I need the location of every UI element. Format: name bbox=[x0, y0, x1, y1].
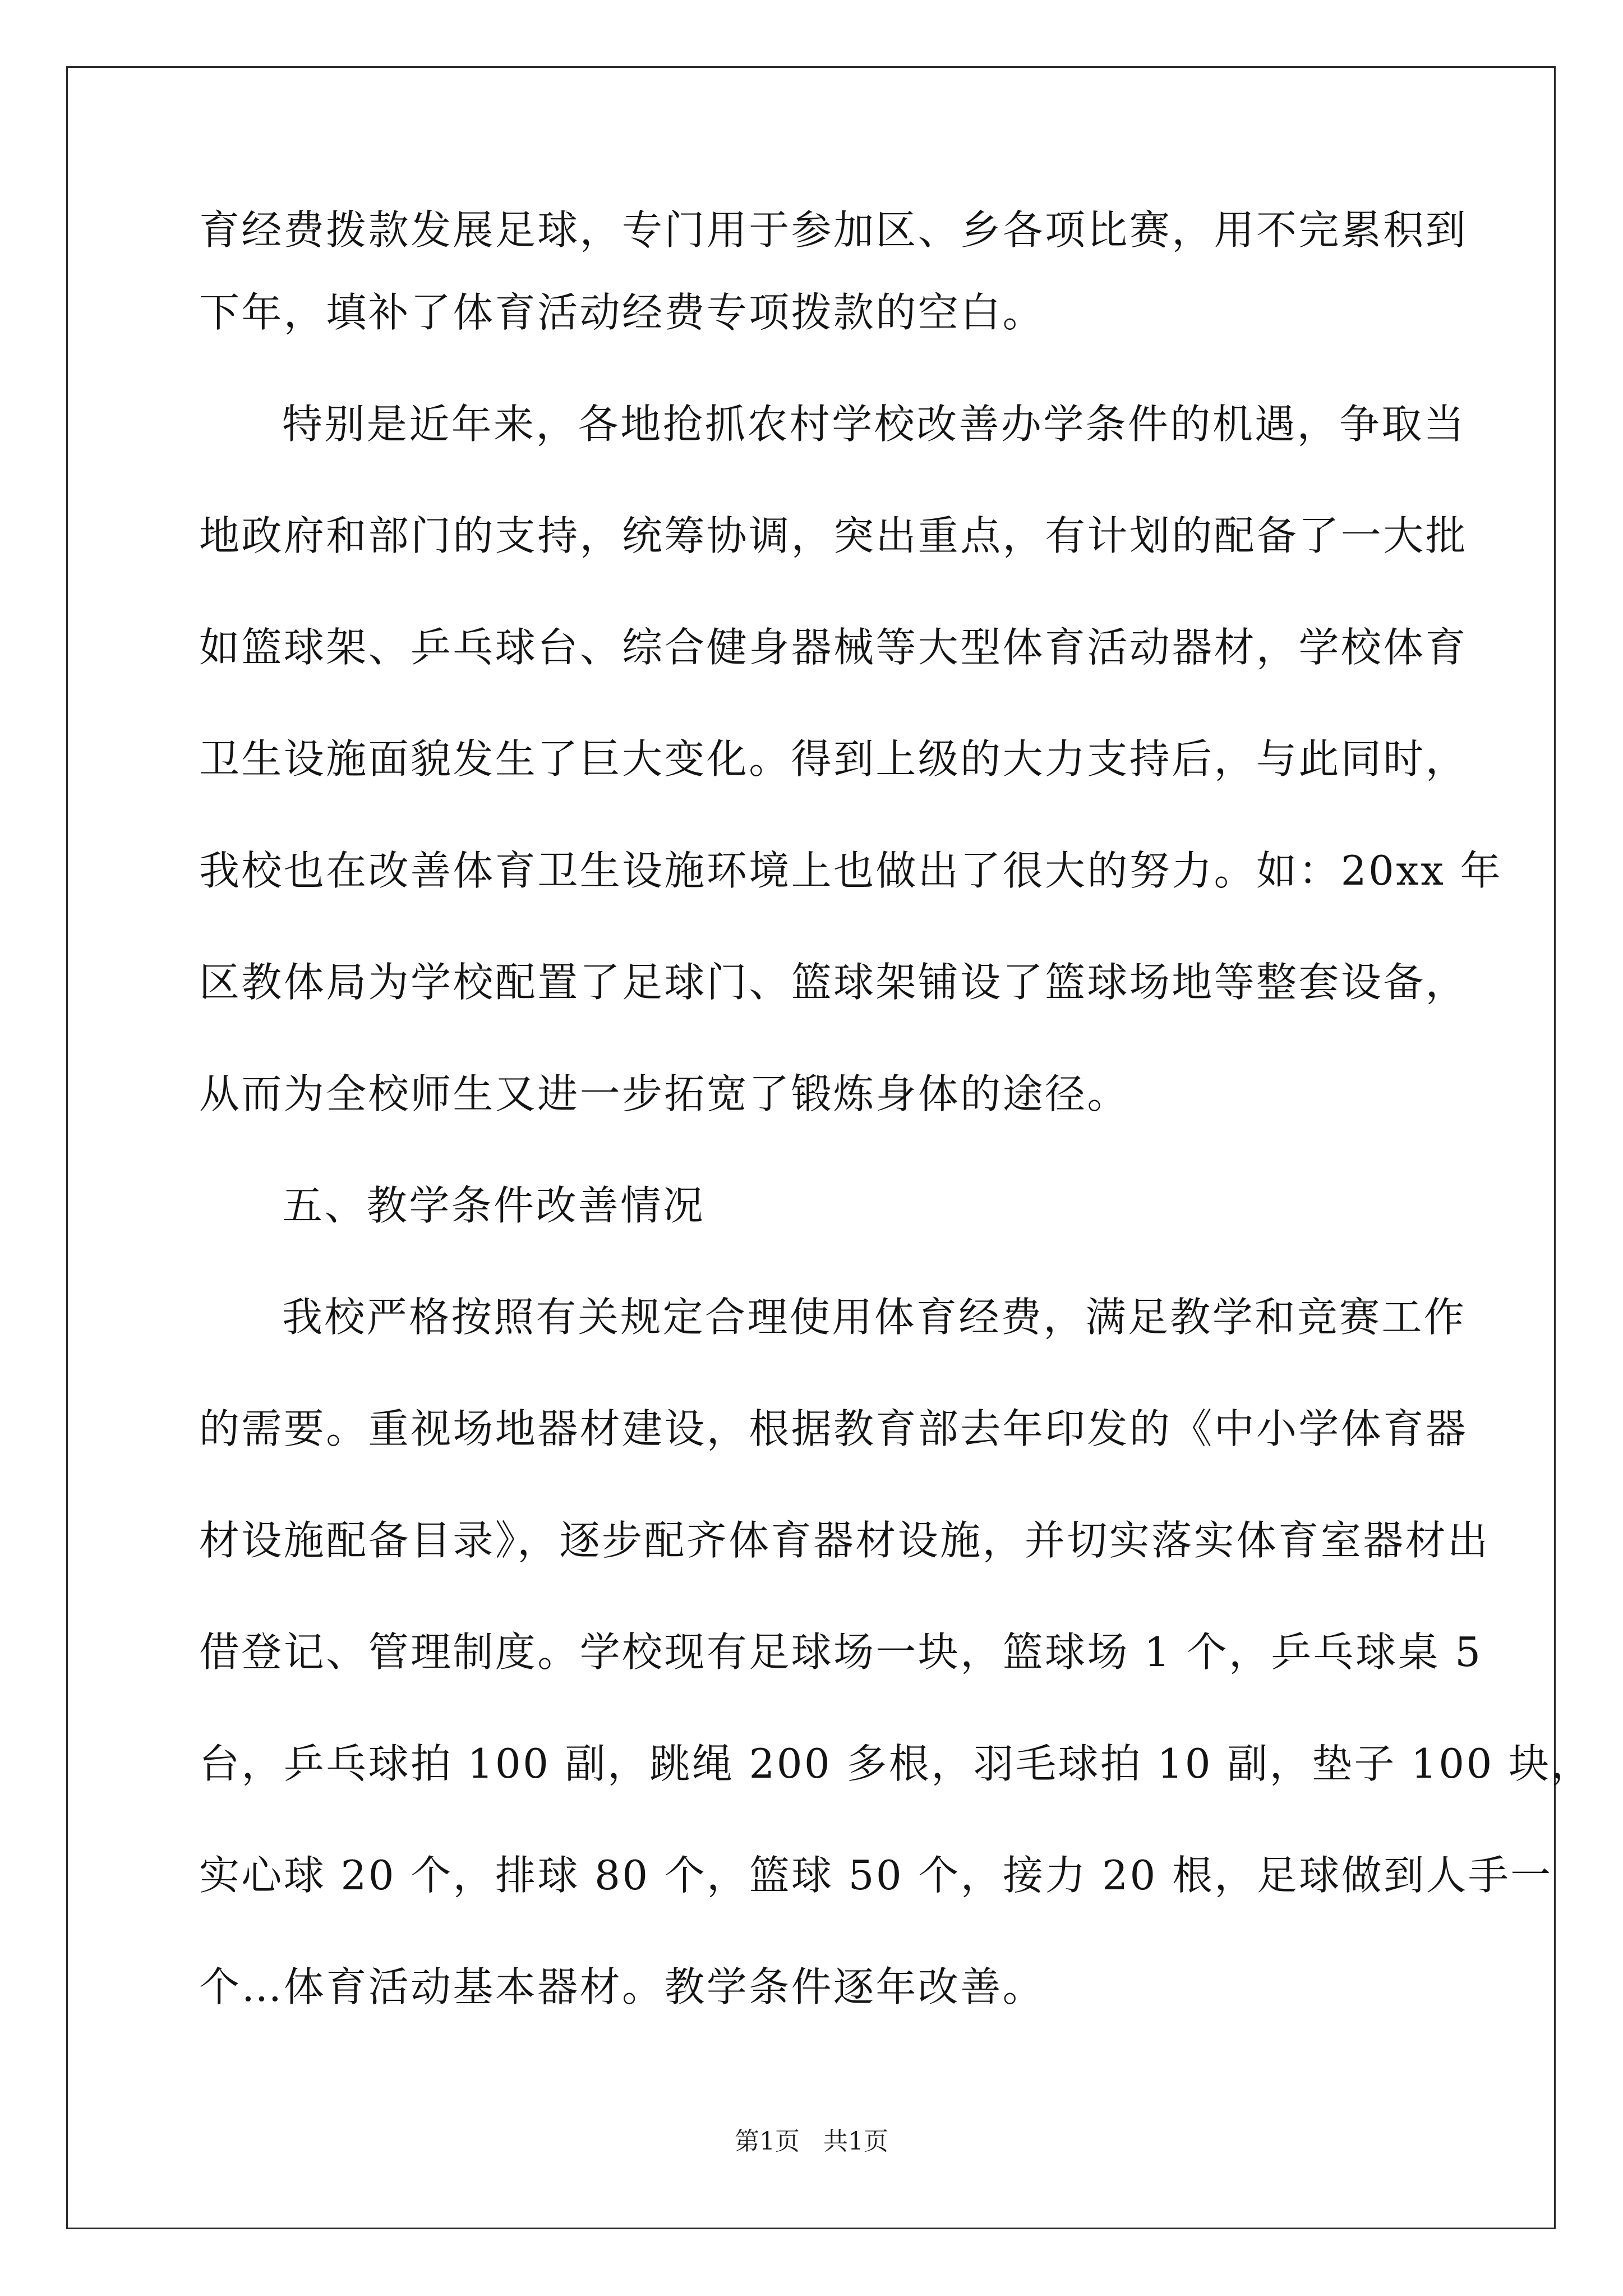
text-line: 育经费拨款发展足球，专门用于参加区、乡各项比赛，用不完累积到 bbox=[199, 206, 1468, 254]
text-line: 如篮球架、乒乓球台、综合健身器械等大型体育活动器材，学校体育 bbox=[199, 624, 1468, 671]
text-line: 地政府和部门的支持，统筹协调，突出重点，有计划的配备了一大批 bbox=[199, 512, 1468, 559]
text-line: 个…体育活动基本器材。教学条件逐年改善。 bbox=[199, 1963, 1045, 2010]
text-line: 实心球 20 个，排球 80 个，篮球 50 个，接力 20 根，足球做到人手一 bbox=[199, 1852, 1553, 1899]
paragraph-start-line: 我校严格按照有关规定合理使用体育经费，满足教学和竞赛工作 bbox=[282, 1294, 1467, 1341]
text-line: 的需要。重视场地器材建设，根据教育部去年印发的《中小学体育器 bbox=[199, 1405, 1468, 1452]
text-line: 卫生设施面貌发生了巨大变化。得到上级的大力支持后，与此同时， bbox=[199, 735, 1468, 783]
text-line: 台，乒乓球拍 100 副，跳绳 200 多根，羽毛球拍 10 副，垫子 100 块， bbox=[199, 1740, 1593, 1787]
text-line: 从而为全校师生又进一步拓宽了锻炼身体的途径。 bbox=[199, 1070, 1129, 1117]
text-line: 借登记、管理制度。学校现有足球场一块，篮球场 1 个，乒乓球桌 5 bbox=[199, 1628, 1483, 1676]
page-number-footer: 第1页 共1页 bbox=[735, 2127, 888, 2156]
text-line: 材设施配备目录》，逐步配齐体育器材设施，并切实落实体育室器材出 bbox=[199, 1517, 1490, 1564]
text-line: 区教体局为学校配置了足球门、篮球架铺设了篮球场地等整套设备， bbox=[199, 959, 1468, 1006]
section-heading: 五、教学条件改善情况 bbox=[282, 1182, 706, 1229]
text-line: 我校也在改善体育卫生设施环境上也做出了很大的努力。如：20xx 年 bbox=[199, 847, 1502, 894]
text-line: 下年，填补了体育活动经费专项拨款的空白。 bbox=[199, 289, 1045, 336]
paragraph-start-line: 特别是近年来，各地抢抓农村学校改善办学条件的机遇，争取当 bbox=[282, 401, 1467, 448]
page-border bbox=[66, 66, 1556, 2229]
